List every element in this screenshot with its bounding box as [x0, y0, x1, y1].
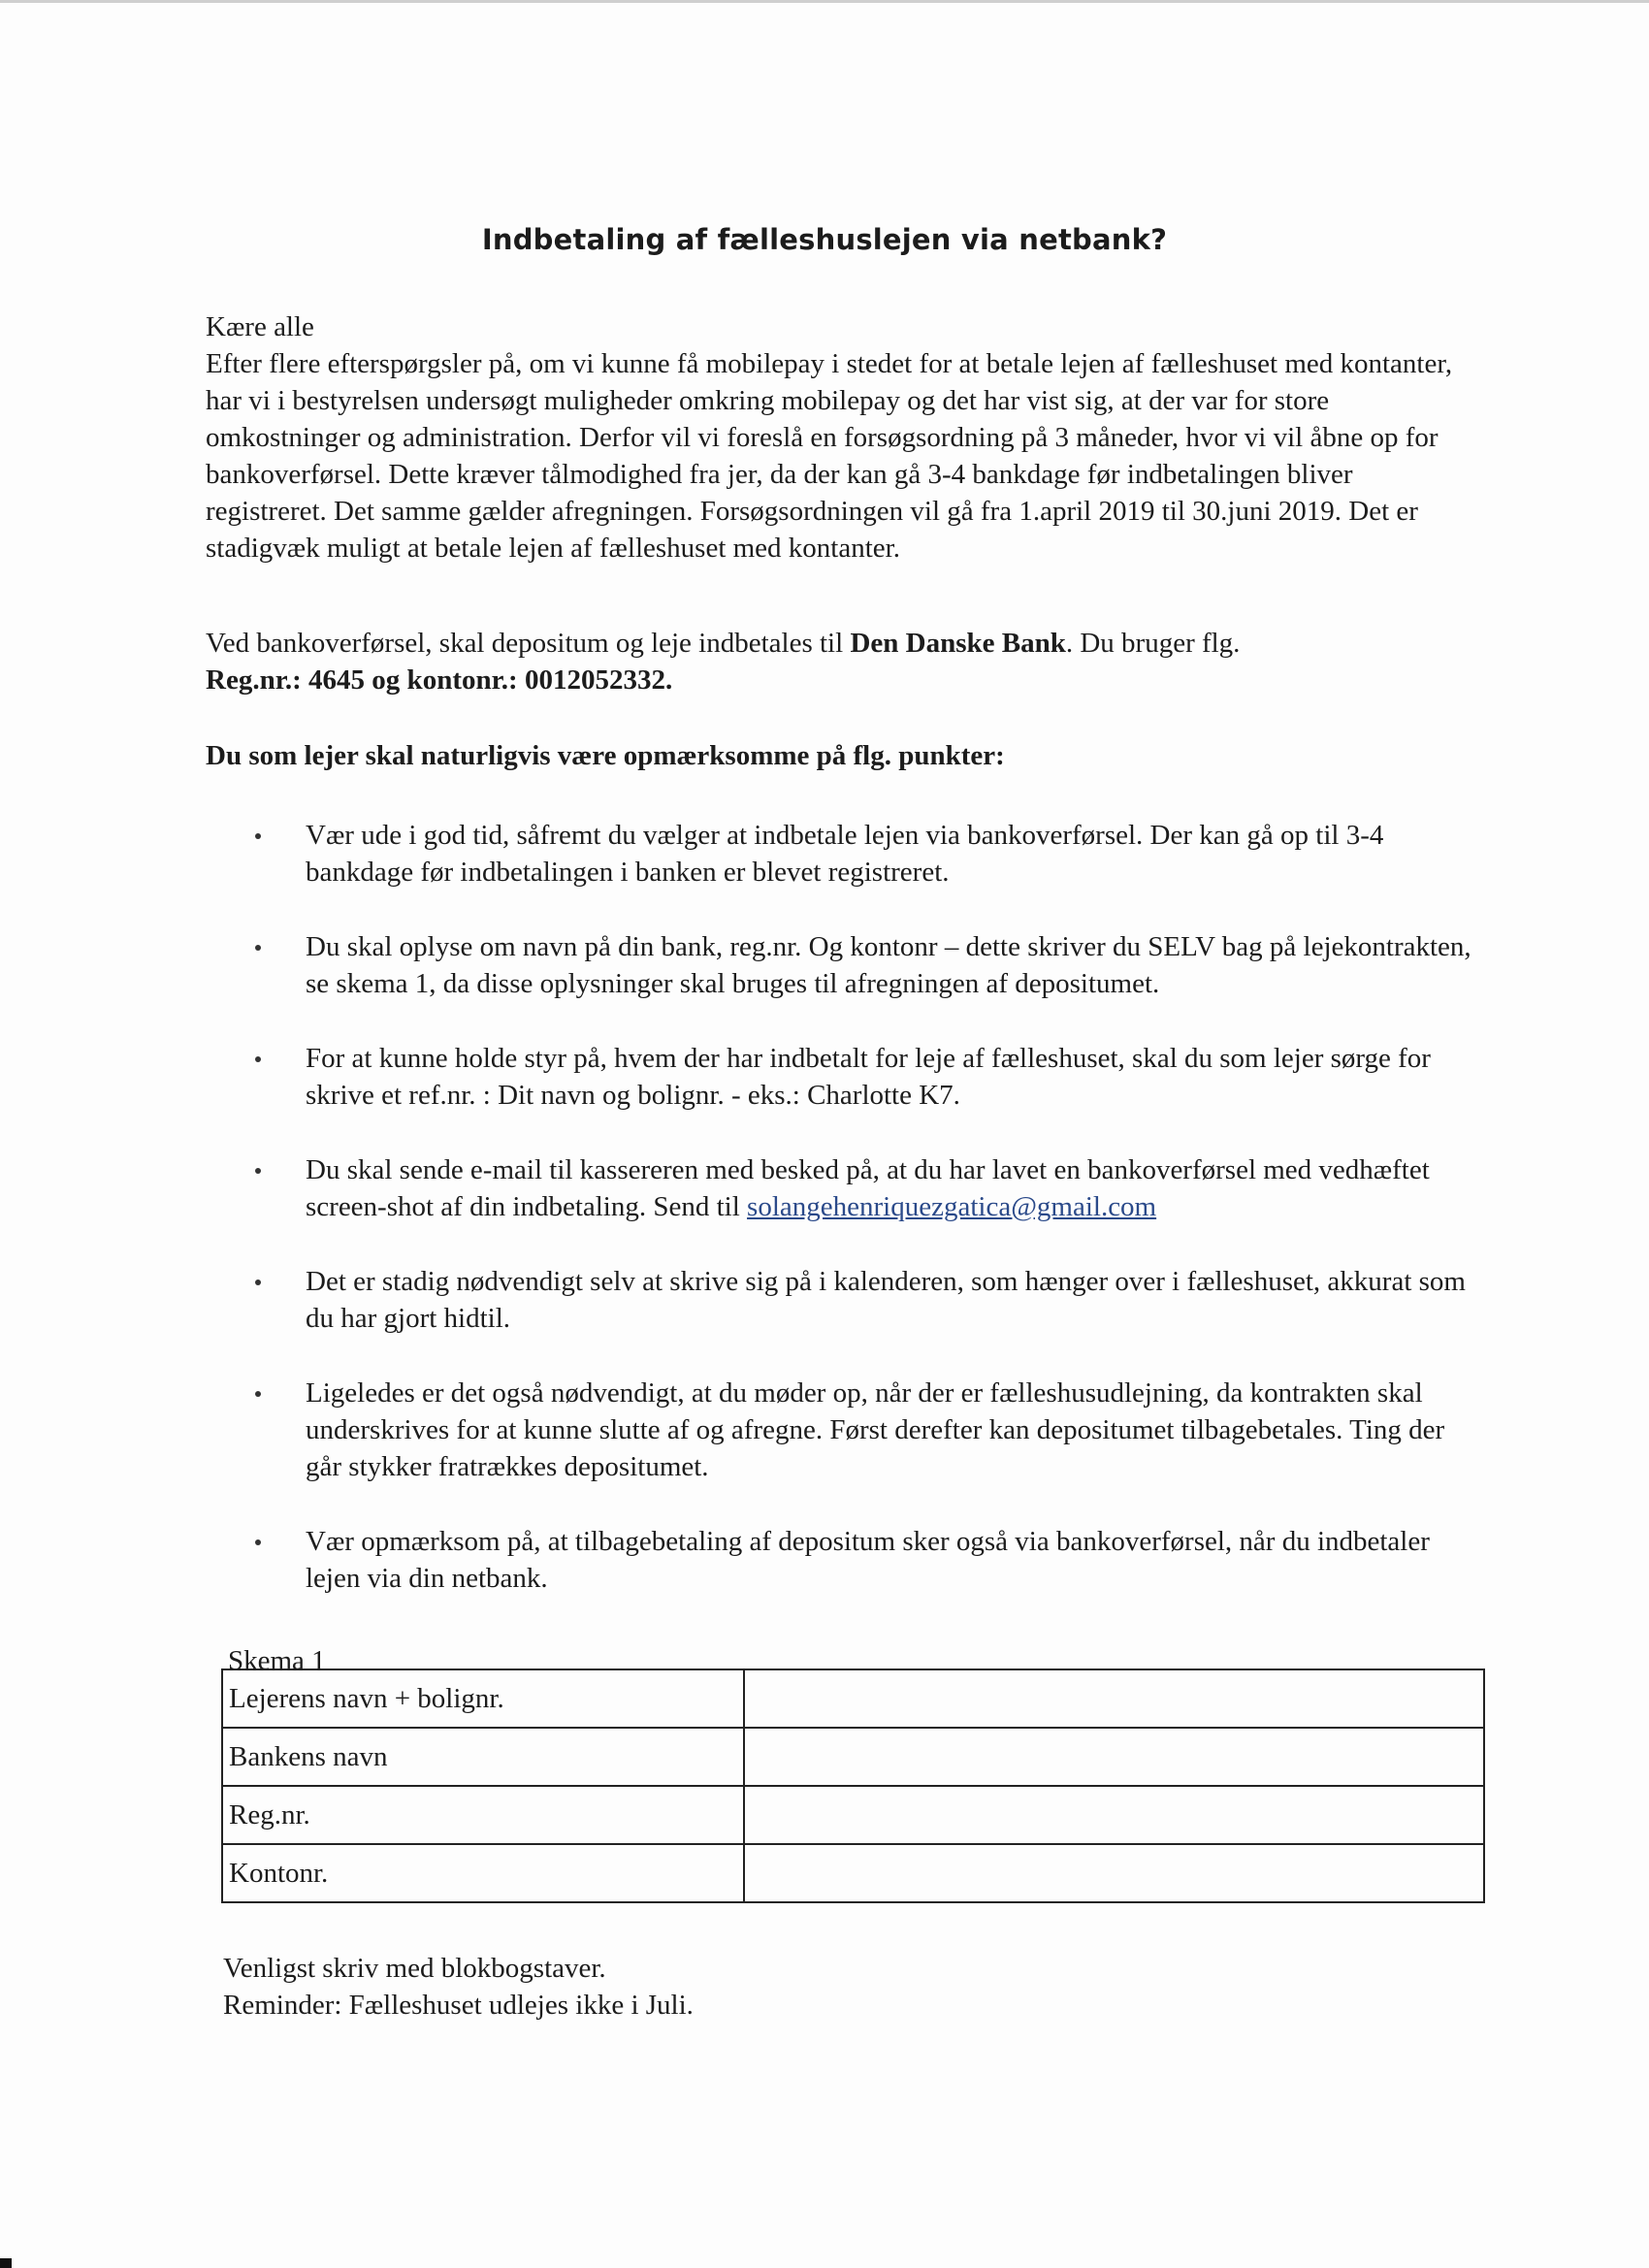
bank-name: Den Danske Bank	[850, 628, 1066, 659]
bank-line-pre: Ved bankoverførsel, skal depositum og leje indbetales til	[206, 628, 851, 659]
intro-section	[206, 308, 1471, 567]
bullet-item: Vær ude i god tid, såfremt du vælger at indbetale lejen via bankoverførsel. Der kan gå op til 3-4 bankdage før indbetalingen i banken er blevet registreret.	[255, 817, 1477, 891]
table-row	[222, 1844, 1484, 1902]
row-label: Bankens navn	[222, 1728, 744, 1786]
closing-line: Venligst skriv med blokbogstaver.	[223, 1953, 606, 1984]
table-row	[222, 1786, 1484, 1844]
skema-table	[221, 1669, 1485, 1903]
row-value	[744, 1728, 1484, 1786]
row-label: Kontonr.	[222, 1844, 744, 1902]
notice-heading: Du som lejer skal naturligvis være opmærksomme på flg. punkter:	[206, 740, 1005, 771]
table-row	[222, 1669, 1484, 1728]
bullet-item: Du skal oplyse om navn på din bank, reg.nr. Og kontonr – dette skriver du SELV bag på lejekontrakten, se skema 1, da disse oplysninger skal bruges til afregningen af depositumet.	[255, 928, 1477, 1002]
bullet-icon	[255, 1280, 261, 1285]
row-value	[744, 1786, 1484, 1844]
document-title: Indbetaling af fælleshuslejen via netbank?	[481, 223, 1168, 256]
greeting: Kære alle	[206, 311, 314, 342]
account-line: Reg.nr.: 4645 og kontonr.: 0012052332.	[206, 664, 673, 696]
bullet-item: Vær opmærksom på, at tilbagebetaling af depositum sker også via bankoverførsel, når du indbetaler lejen via din netbank.	[255, 1523, 1477, 1597]
bullet-icon	[255, 1539, 261, 1545]
bullet-icon	[255, 1056, 261, 1062]
reminder-line: Reminder: Fælleshuset udlejes ikke i Juli.	[223, 1990, 694, 2021]
scan-corner-mark	[0, 2258, 12, 2268]
email-link[interactable]: solangehenriquezgatica@gmail.com	[747, 1191, 1157, 1222]
row-value	[744, 1669, 1484, 1728]
scan-edge	[0, 0, 1649, 3]
bullet-item: Du skal sende e-mail til kassereren med besked på, at du har lavet en bankoverførsel med vedhæftet screen-shot af din indbetaling. Send til solangehenriquezgatica@gmail.com	[255, 1151, 1477, 1225]
table-row	[222, 1728, 1484, 1786]
bullet-icon	[255, 833, 261, 839]
bullet-item: For at kunne holde styr på, hvem der har indbetalt for leje af fælleshuset, skal du som lejer sørge for skrive et ref.nr. : Dit navn og bolignr. - eks.: Charlotte K7.	[255, 1040, 1477, 1114]
row-label: Reg.nr.	[222, 1786, 744, 1844]
skema-label: Skema 1	[228, 1645, 326, 1676]
bullet-item: Det er stadig nødvendigt selv at skrive sig på i kalenderen, som hænger over i fælleshuset, akkurat som du har gjort hidtil.	[255, 1263, 1477, 1337]
row-value	[744, 1844, 1484, 1902]
closing-notes	[223, 1950, 694, 2024]
bank-info	[206, 625, 1471, 698]
bullet-list	[255, 817, 1477, 1635]
bank-line-post: . Du bruger flg.	[1065, 628, 1241, 659]
bullet-item: Ligeledes er det også nødvendigt, at du møder op, når der er fælleshusudlejning, da kontrakten skal underskrives for at kunne slutte af og afregne. Først derefter kan depositumet tilbagebetales. Ting der går stykker fratrækkes depositumet.	[255, 1375, 1477, 1485]
row-label: Lejerens navn + bolignr.	[222, 1669, 744, 1728]
bullet-icon	[255, 945, 261, 951]
bullet-icon	[255, 1391, 261, 1397]
bullet-icon	[255, 1168, 261, 1174]
intro-paragraph: Efter flere efterspørgsler på, om vi kunne få mobilepay i stedet for at betale lejen af fælleshuset med kontanter, har vi i bestyrelsen undersøgt muligheder omkring mobilepay og det har vist sig, at der var for store omkostninger og administration. Derfor vil vi foreslå en forsøgsordning på 3 måneder, hvor vi vil åbne op for bankoverførsel. Dette kræver tålmodighed fra jer, da der kan gå 3-4 bankdage før indbetalingen bliver registreret. Det samme gælder afregningen. Forsøgsordningen vil gå fra 1.april 2019 til 30.juni 2019. Det er stadigvæk muligt at betale lejen af fælleshuset med kontanter.	[206, 348, 1453, 564]
